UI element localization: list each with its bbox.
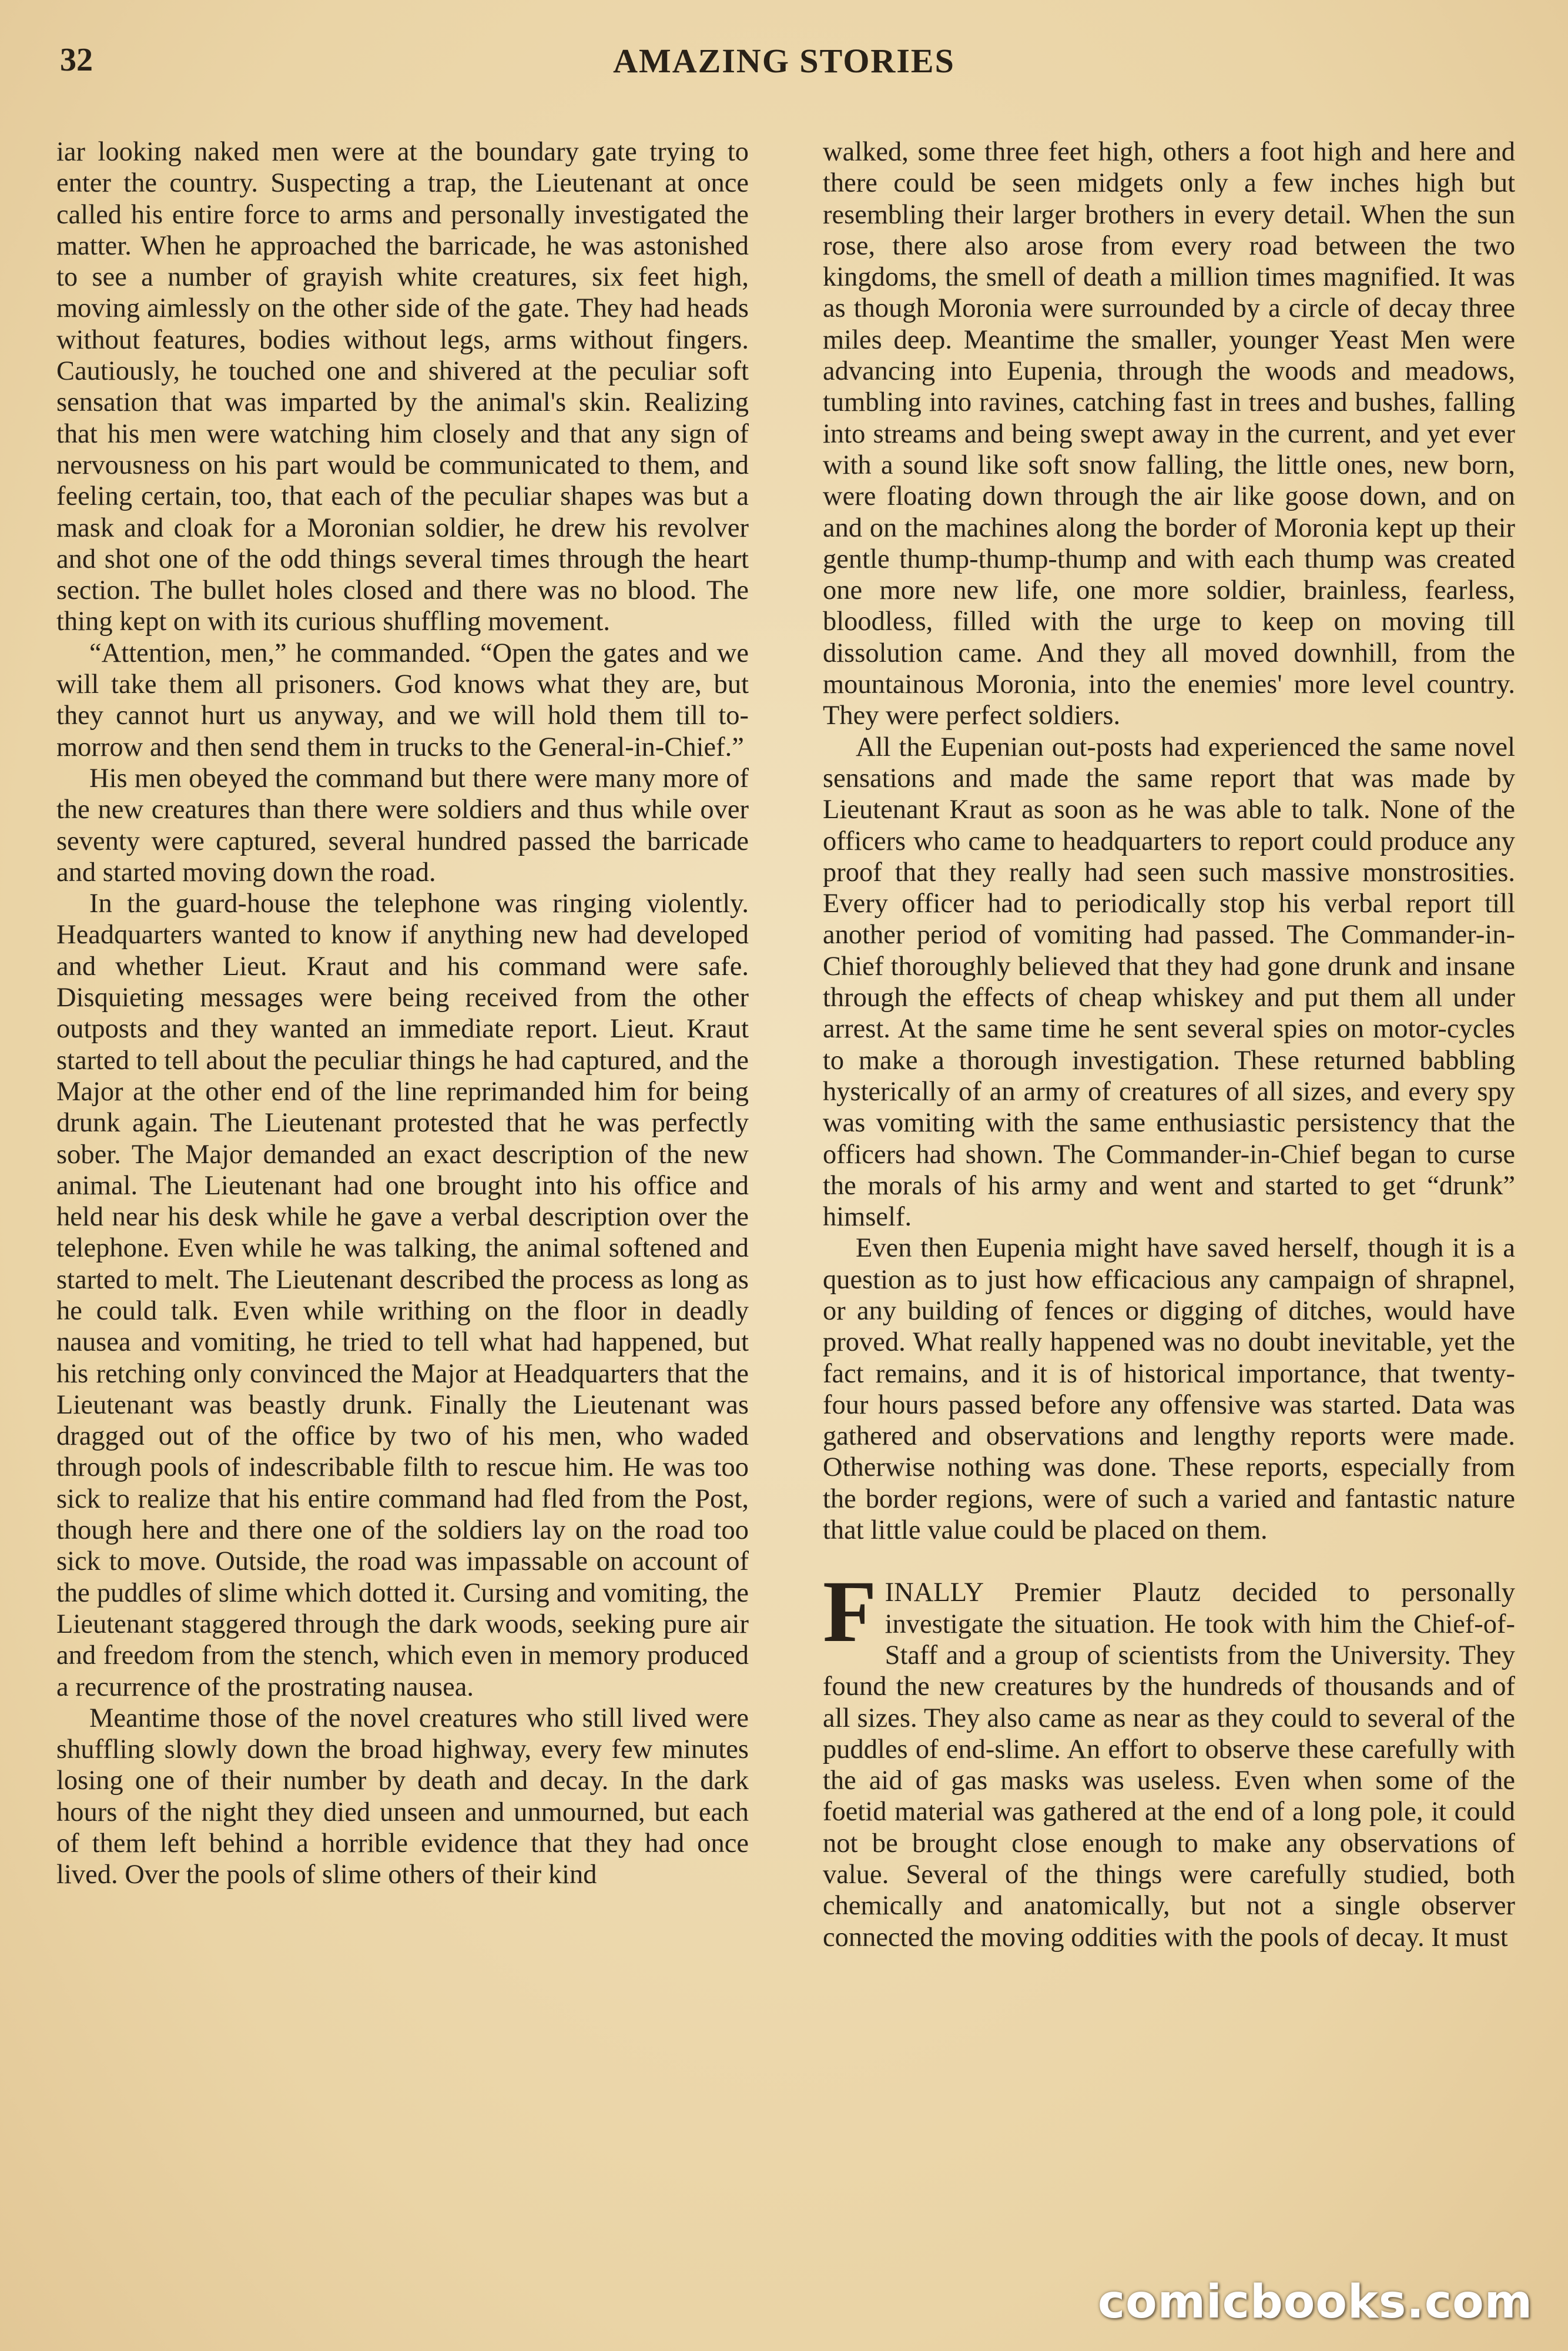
paragraph: All the Eupenian out-posts had experienced the same novel sensations and made the same report that was made by Lieutenant Kraut as soon as he was able to talk. None of the officers who came to headquarters to report could produce any proof that they really had seen such massive monstrosities. Every officer had to periodically stop his verbal report till another period of vomiting had passed. The Commander-in-Chief thoroughly believed that they had gone drunk and insane through the effects of cheap whiskey and put them all under arrest. At the same time he sent several spies on motor-cycles to make a thorough investigation. These returned babbling hysterically of an army of creatures of all sizes, and every spy was vomiting with the same enthusiastic persistency that the officers had shown. The Commander-in-Chief began to curse the morals of his army and went and started to get “drunk” himself. xyxy=(823,732,1515,1233)
right-column xyxy=(823,136,1515,1953)
left-column xyxy=(56,136,749,1891)
section-start-text: INALLY Premier Plautz decided to personally investigate the situation. He took with him the Chief-of-Staff and a group of scientists from the University. They found the new creatures by the hundreds of thousands and of all sizes. They also came as near as they could to several of the puddles of end-slime. An effort to observe these carefully with the aid of gas masks was useless. Even when some of the foetid material was gathered at the end of a long pole, it could not be brought close enough to make any observations of value. Several of the things were carefully studied, both chemically and anatomically, but not a single observer connected the moving oddities with the pools of decay. It must xyxy=(823,1578,1515,1953)
section-start-paragraph xyxy=(823,1563,1515,1953)
watermark: comicbooks.com xyxy=(1097,2276,1533,2329)
paragraph: Even then Eupenia might have saved herself, though it is a question as to just how efficacious any campaign of shrapnel, or any building of fences or digging of ditches, would have proved. What really happened was no doubt inevitable, yet the fact remains, and it is of historical importance, that twenty-four hours passed before any offensive was started. Data was gathered and observations and lengthy reports were made. Otherwise nothing was done. These reports, especially from the border regions, were of such a varied and fantastic nature that little value could be placed on them. xyxy=(823,1233,1515,1546)
paragraph: walked, some three feet high, others a foot high and here and there could be seen midgets only a few inches high but resembling their larger brothers in every detail. When the sun rose, there also arose from every road between the two kingdoms, the smell of death a million times magnified. It was as though Moronia were surrounded by a circle of decay three miles deep. Meantime the smaller, younger Yeast Men were advancing into Eupenia, through the woods and meadows, tumbling into ravines, catching fast in trees and bushes, falling into streams and being swept away in the current, and yet ever with a sound like soft snow falling, the little ones, new born, were floating down through the air like goose down, and on and on the machines along the border of Moronia kept up their gentle thump-thump-thump and with each thump was created one more new life, one more soldier, brainless, fearless, bloodless, filled with the urge to keep on moving till dissolution came. And they all moved downhill, from the mountainous Moronia, into the enemies' more level country. They were perfect soldiers. xyxy=(823,137,1515,731)
paragraph: “Attention, men,” he commanded. “Open the gates and we will take them all prisoners. God knows what they are, but they cannot hurt us anyway, and we will hold them till to-morrow and then send them in trucks to the General-in-Chief.” xyxy=(56,638,749,762)
paragraph: In the guard-house the telephone was ringing violently. Headquarters wanted to know if anything new had developed and whether Lieut. Kraut and his command were safe. Disquieting messages were being received from the other outposts and they wanted an immediate report. Lieut. Kraut started to tell about the peculiar things he had captured, and the Major at the other end of the line reprimanded him for being drunk again. The Lieutenant protested that he was perfectly sober. The Major demanded an exact description of the new animal. The Lieutenant had one brought into his office and held near his desk while he gave a verbal description over the telephone. Even while he was talking, the animal softened and started to melt. The Lieutenant described the process as long as he could talk. Even while writhing on the floor in deadly nausea and vomiting, he tried to tell what had happened, but his retching only convinced the Major at Headquarters that the Lieutenant was beastly drunk. Finally the Lieutenant was dragged out of the office by two of his men, who waded through pools of indescribable filth to rescue him. He was too sick to realize that his entire command had fled from the Post, though here and there one of the soldiers lay on the road too sick to move. Outside, the road was impassable on account of the puddles of slime which dotted it. Cursing and vomiting, the Lieutenant staggered through the dark woods, seeking pure air and freedom from the stench, which even in memory produced a recurrence of the prostrating nausea. xyxy=(56,889,749,1702)
running-head: AMAZING STORIES xyxy=(613,42,955,80)
paragraph: His men obeyed the command but there were many more of the new creatures than there were soldiers and thus while over seventy were captured, several hundred passed the barricade and started moving down the road. xyxy=(56,763,749,888)
page-number: 32 xyxy=(60,42,93,78)
paragraph: Meantime those of the novel creatures who still lived were shuffling slowly down the broad highway, every few minutes losing one of their number by death and decay. In the dark hours of the night they died unseen and unmourned, but each of them left behind a horrible evidence that they had once lived. Over the pools of slime others of their kind xyxy=(56,1703,749,1890)
drop-cap: F xyxy=(823,1563,877,1661)
paragraph: iar looking naked men were at the boundary gate trying to enter the country. Suspecting a trap, the Lieutenant at once called his entire force to arms and personally investigated the matter. When he approached the barricade, he was astonished to see a number of grayish white creatures, six feet high, moving aimlessly on the other side of the gate. They had heads without features, bodies without legs, arms without fingers. Cautiously, he touched one and shivered at the peculiar soft sensation that was imparted by the animal's skin. Realizing that his men were watching him closely and that any sign of nervousness on his part would be communicated to them, and feeling certain, too, that each of the peculiar shapes was but a mask and cloak for a Moronian soldier, he drew his revolver and shot one of the odd things several times through the heart section. The bullet holes closed and there was no blood. The thing kept on with its curious shuffling movement. xyxy=(56,137,749,637)
page-header xyxy=(60,41,1508,88)
